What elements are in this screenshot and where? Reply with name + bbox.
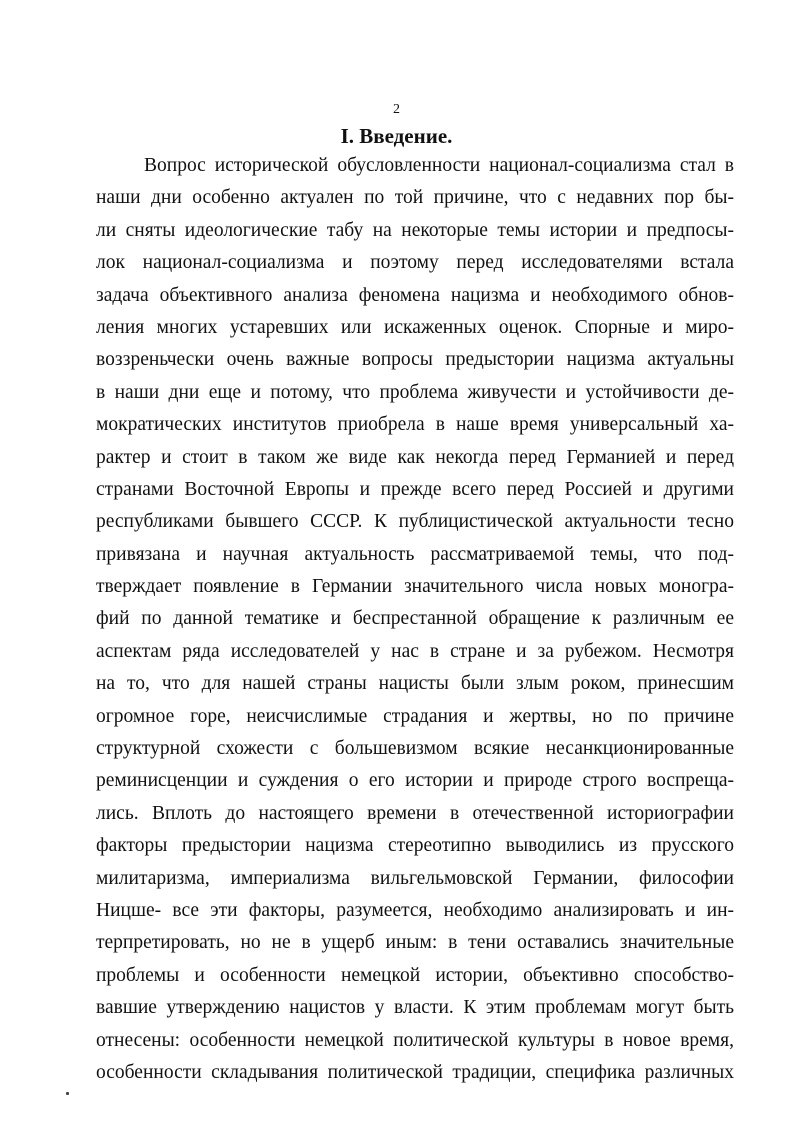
text-line: Вопрос исторической обусловленности национал-социализма стал в: [144, 155, 734, 176]
text-line: вавшие утверждению нацистов у власти. К этим проблемам могут быть: [96, 997, 734, 1019]
text-line: странами Восточной Европы и прежде всего перед Россией и другими: [96, 478, 734, 500]
text-line: мократических институтов приобрела в наше время универсальный ха-: [96, 414, 734, 436]
text-line: структурной схожести с большевизмом всякие несанкционированные: [96, 738, 734, 760]
text-line: фий по данной тематике и беспрестанной обращение к различным ее: [96, 608, 734, 630]
section-heading: I. Введение.: [340, 124, 453, 148]
text-line: ления многих устаревших или искаженных оценок. Спорные и миро-: [96, 316, 734, 338]
body-paragraph: [96, 150, 734, 1089]
text-line: привязана и научная актуальность рассматриваемой темы, что под-: [96, 543, 734, 565]
text-line: республиками бывшего СССР. К публицистической актуальности тесно: [96, 511, 734, 533]
text-line: ли сняты идеологические табу на некоторые темы истории и предпосы-: [96, 219, 734, 241]
text-line: милитаризма, империализма вильгельмовской Германии, философии: [96, 867, 734, 889]
text-line: задача объективного анализа феномена нацизма и необходимого обнов-: [96, 284, 734, 306]
text-line: отнесены: особенности немецкой политической культуры в новое время,: [96, 1029, 734, 1051]
text-line: факторы предыстории нацизма стереотипно выводились из прусского: [96, 835, 734, 857]
text-line: проблемы и особенности немецкой истории, объективно способство-: [96, 964, 734, 986]
text-line: наши дни особенно актуален по той причине, что с недавних пор бы-: [96, 187, 734, 209]
text-line: тверждает появление в Германии значительного числа новых моногра-: [96, 576, 734, 598]
text-line: аспектам ряда исследователей у нас в стране и за рубежом. Несмотря: [96, 640, 734, 662]
page-number: 2: [393, 102, 400, 117]
scan-speck: [66, 1092, 69, 1095]
text-line: лись. Вплоть до настоящего времени в отечественной историографии: [96, 802, 734, 824]
text-line: на то, что для нашей страны нацисты были злым роком, принесшим: [96, 673, 734, 695]
text-line: лок национал-социализма и поэтому перед исследователями встала: [96, 252, 734, 274]
text-line: реминисценции и суждения о его истории и природе строго воспреща-: [96, 770, 734, 792]
text-line: огромное горе, неисчислимые страдания и жертвы, но по причине: [96, 705, 734, 727]
text-line: Ницше- все эти факторы, разумеется, необходимо анализировать и ин-: [96, 899, 734, 921]
text-line: в наши дни еще и потому, что проблема живучести и устойчивости де-: [96, 381, 734, 403]
text-line: особенности складывания политической традиции, специфика различных: [96, 1061, 734, 1083]
text-line: терпретировать, но не в ущерб иным: в тени оставались значительные: [96, 932, 734, 954]
text-line: рактер и стоит в таком же виде как некогда перед Германией и перед: [96, 446, 734, 468]
text-line: воззреньчески очень важные вопросы предыстории нацизма актуальны: [96, 349, 734, 371]
